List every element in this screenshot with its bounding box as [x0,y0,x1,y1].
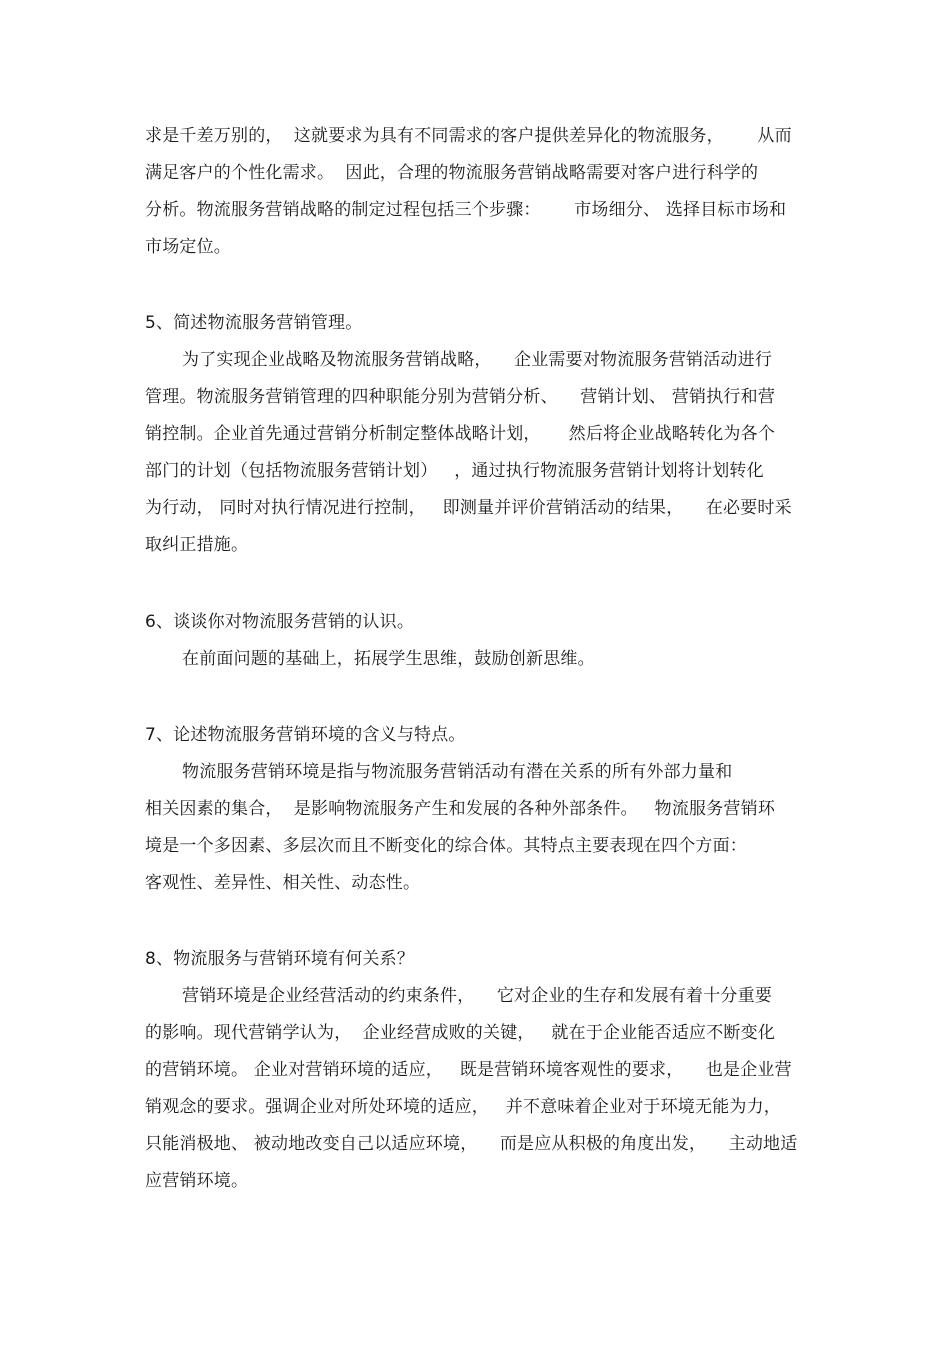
q7-line-1: 物流服务营销环境是指与物流服务营销活动有潜在关系的所有外部力量和 [182,762,733,782]
q8-line-3: 的营销环境。 企业对营销环境的适应， 既是营销环境客观性的要求， 也是企业营 [145,1060,792,1080]
intro-line-1: 求是千差万别的， 这就要求为具有不同需求的客户提供差异化的物流服务， 从而 [145,126,792,146]
intro-line-4: 市场定位。 [145,237,231,257]
q6-heading: 6、谈谈你对物流服务营销的认识。 [145,612,415,632]
q5-heading: 5、简述物流服务营销管理。 [145,313,363,333]
q8-line-5: 只能消极地、 被动地改变自己以适应环境， 而是应从积极的角度出发， 主动地适 [145,1134,798,1154]
q5-line-1: 为了实现企业战略及物流服务营销战略， 企业需要对物流服务营销活动进行 [182,350,773,370]
q8-line-2: 的影响。现代营销学认为， 企业经营成败的关键， 就在于企业能否适应不断变化 [145,1023,776,1043]
intro-line-2: 满足客户的个性化需求。 因此，合理的物流服务营销战略需要对客户进行科学的 [145,163,759,183]
q8-line-4: 销观念的要求。强调企业对所处环境的适应， 并不意味着企业对于环境无能为力， [145,1097,782,1117]
q5-line-3: 销控制。企业首先通过营销分析制定整体战略计划， 然后将企业战略转化为各个 [145,424,776,444]
intro-line-3: 分析。物流服务营销战略的制定过程包括三个步骤： 市场细分、 选择目标市场和 [145,200,787,220]
q7-line-4: 客观性、差异性、相关性、动态性。 [145,873,421,893]
q7-line-3: 境是一个多因素、多层次而且不断变化的综合体。其特点主要表现在四个方面： [145,836,747,856]
q7-line-2: 相关因素的集合， 是影响物流服务产生和发展的各种外部条件。 物流服务营销环 [145,799,776,819]
q7-heading: 7、论述物流服务营销环境的含义与特点。 [145,725,466,745]
q6-line-1: 在前面问题的基础上，拓展学生思维，鼓励创新思维。 [182,649,595,669]
q8-heading: 8、物流服务与营销环境有何关系？ [145,949,415,969]
q5-line-2: 管理。物流服务营销管理的四种职能分别为营销分析、 营销计划、 营销执行和营 [145,387,776,407]
q5-line-4: 部门的计划（包括物流服务营销计划） ，通过执行物流服务营销计划将计划转化 [145,461,764,481]
q5-line-5: 为行动， 同时对执行情况进行控制， 即测量并评价营销活动的结果， 在必要时采 [145,498,792,518]
q5-line-6: 取纠正措施。 [145,535,249,555]
q8-line-6: 应营销环境。 [145,1171,249,1191]
q8-line-1: 营销环境是企业经营活动的约束条件， 它对企业的生存和发展有着十分重要 [182,986,773,1006]
